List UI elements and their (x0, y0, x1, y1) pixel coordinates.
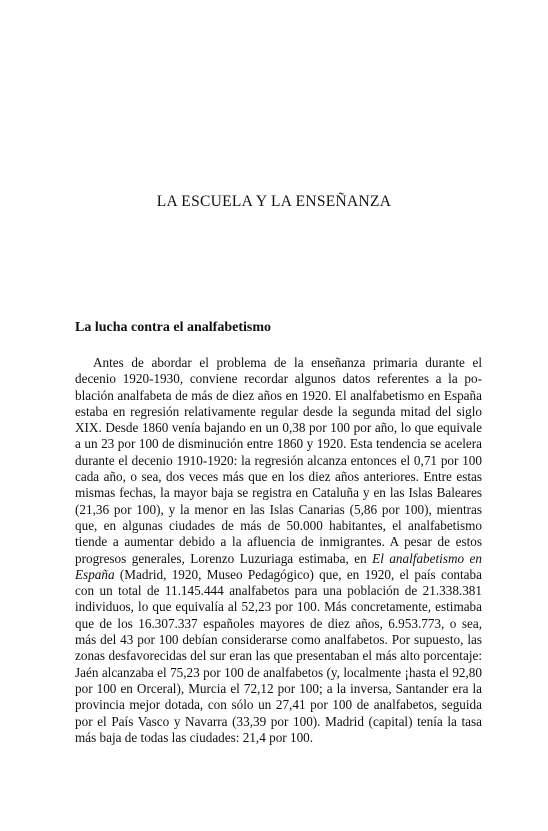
body-paragraph (75, 355, 482, 746)
paragraph-text-part-1: Antes de abordar el problema de la enseñanza primaria durante el decenio 1920-1930, conviene recordar algunos datos referentes a la población analfabeta de más de diez años en 1920. El analfabetismo en España estaba en regresión relativamente regular desde la segunda mitad del siglo (75, 355, 482, 419)
century-numeral: XIX (75, 420, 99, 436)
paragraph-text-part-3: (Madrid, 1920, Museo Pedagógico) que, en 1920, el país contaba con un total de 11.145.444 analfabetos para una población de 21.338.381 individuos, lo que equivalía al 52,23 por 100. Más concretamente, estimaba que de los 16.307.337 españoles mayores de diez años, 6.953.773, o sea, más del 43 por 100 debían considerarse como analfabetos. Por supuesto, las zonas desfavorecidas del sur eran las que presentaban el más alto porcentaje: Jaén alcanzaba el 75,23 por 100 de analfabetos (y, localmente ¡hasta el 92,80 por 100 en Orceral), Murcia el 72,12 por 100; a la inversa, Santander era la provincia mejor dotada, con sólo un 27,41 por 100 de analfabetos, seguida por el País Vasco y Navarra (33,39 por 100). Madrid (capital) tenía la tasa más baja de todas las ciudades: 21,4 por 100. (75, 566, 482, 745)
section-heading: La lucha contra el analfabetismo (75, 320, 271, 335)
paragraph-text-part-2: . Desde 1860 venía bajando en un 0,38 por 100 por año, lo que equivale a un 23 por 100 de disminución entre 1860 y 1920. Esta tendencia se acelera durante el decenio 1910-1920: la regresión alcanza entonces el 0,71 por 100 cada año, o sea, dos veces más que en los diez años anteriores. Entre estas mismas fechas, la mayor baja se registra en Cataluña y en las Islas Baleares (21,36 por 100), y la menor en las Islas Canarias (5,86 por 100), mientras que, en algunas ciudades de más de 50.000 habitantes, el analfabetismo tiende a aumentar debido a la afluencia de inmigrantes. A pesar de estos progresos generales, Lorenzo Luzuriaga estimaba, en (75, 420, 482, 566)
chapter-title: LA ESCUELA Y LA ENSEÑANZA (156, 193, 392, 210)
book-title: El analfabetismo en España (75, 550, 482, 582)
